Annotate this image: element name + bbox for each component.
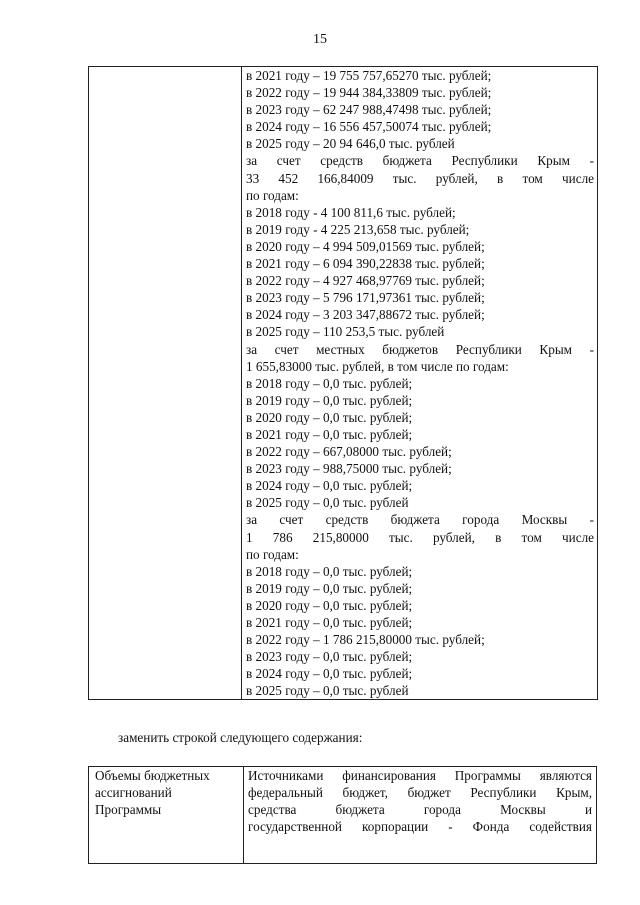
funding-line: 33 452 166,84009 тыс. рублей, в том числе [246, 170, 594, 186]
funding-line: в 2022 году – 4 927 468,97769 тыс. рублей; [246, 273, 485, 289]
section-content-cell [244, 767, 597, 864]
funding-line: 1 786 215,80000 тыс. рублей, в том числе [246, 529, 594, 545]
funding-line: за счет местных бюджетов Республики Крым - [246, 341, 594, 357]
content-line: государственной корпорации - Фонда содействия [248, 819, 592, 834]
funding-line: за счет средств бюджета города Москвы - [246, 512, 594, 528]
funding-line: в 2023 году – 62 247 988,47498 тыс. рублей; [246, 102, 492, 118]
section-title-cell [89, 767, 244, 864]
funding-line: в 2025 году – 20 94 646,0 тыс. рублей [246, 136, 455, 152]
funding-line: в 2019 году – 0,0 тыс. рублей; [246, 392, 413, 408]
funding-line: 1 655,83000 тыс. рублей, в том числе по годам: [246, 358, 509, 374]
instruction-text: заменить строкой следующего содержания: [118, 730, 363, 745]
funding-line: в 2024 году – 3 203 347,88672 тыс. рублей; [246, 307, 485, 323]
funding-lines [246, 67, 594, 699]
funding-table-new [88, 766, 597, 864]
funding-line: в 2023 году – 988,75000 тыс. рублей; [246, 461, 452, 477]
funding-line: в 2025 году – 0,0 тыс. рублей [246, 683, 409, 699]
section-title-line: ассигнований [95, 785, 172, 800]
funding-line: в 2020 году – 0,0 тыс. рублей; [246, 597, 413, 613]
funding-line: в 2025 году – 0,0 тыс. рублей [246, 495, 409, 511]
funding-table-old [88, 66, 598, 700]
funding-line: в 2018 году – 0,0 тыс. рублей; [246, 563, 413, 579]
table-left-cell [89, 67, 242, 700]
funding-line: в 2021 году – 0,0 тыс. рублей; [246, 615, 413, 630]
funding-line: в 2018 году - 4 100 811,6 тыс. рублей; [246, 204, 456, 220]
section-title-line: Программы [95, 802, 162, 817]
funding-line: в 2020 году – 0,0 тыс. рублей; [246, 409, 413, 425]
funding-line: в 2022 году – 19 944 384,33809 тыс. рублей; [246, 85, 492, 101]
content-line: федеральный бюджет, бюджет Республики Крым, [248, 785, 592, 800]
funding-line: в 2023 году – 5 796 171,97361 тыс. рублей; [246, 290, 485, 306]
funding-line: в 2020 году – 4 994 509,01569 тыс. рублей; [246, 238, 485, 254]
table-right-cell [242, 67, 598, 700]
funding-line: в 2024 году – 0,0 тыс. рублей; [246, 478, 413, 494]
section-title-line: Объемы бюджетных [95, 768, 210, 783]
funding-line: в 2025 году – 110 253,5 тыс. рублей [246, 324, 445, 340]
funding-line: в 2019 году – 0,0 тыс. рублей; [246, 580, 413, 596]
funding-line: в 2022 году – 667,08000 тыс. рублей; [246, 444, 452, 460]
funding-line: в 2024 году – 16 556 457,50074 тыс. рублей; [246, 119, 492, 135]
content-line: Источниками финансирования Программы являются [248, 768, 592, 783]
page-number: 15 [313, 32, 327, 47]
funding-line: в 2022 году – 1 786 215,80000 тыс. рублей; [246, 632, 485, 648]
funding-line: в 2019 году - 4 225 213,658 тыс. рублей; [246, 221, 470, 237]
funding-line: в 2018 году – 0,0 тыс. рублей; [246, 375, 413, 391]
funding-line: в 2021 году – 19 755 757,65270 тыс. рублей; [246, 68, 492, 83]
funding-line: в 2021 году – 6 094 390,22838 тыс. рублей; [246, 256, 485, 272]
funding-line: за счет средств бюджета Республики Крым - [246, 153, 594, 169]
content-line: средства бюджета города Москвы и [248, 802, 592, 817]
funding-line: по годам: [246, 187, 299, 203]
funding-line: в 2023 году – 0,0 тыс. рублей; [246, 649, 413, 665]
funding-line: по годам: [246, 546, 299, 562]
funding-line: в 2024 году – 0,0 тыс. рублей; [246, 666, 413, 682]
funding-line: в 2021 году – 0,0 тыс. рублей; [246, 426, 413, 442]
